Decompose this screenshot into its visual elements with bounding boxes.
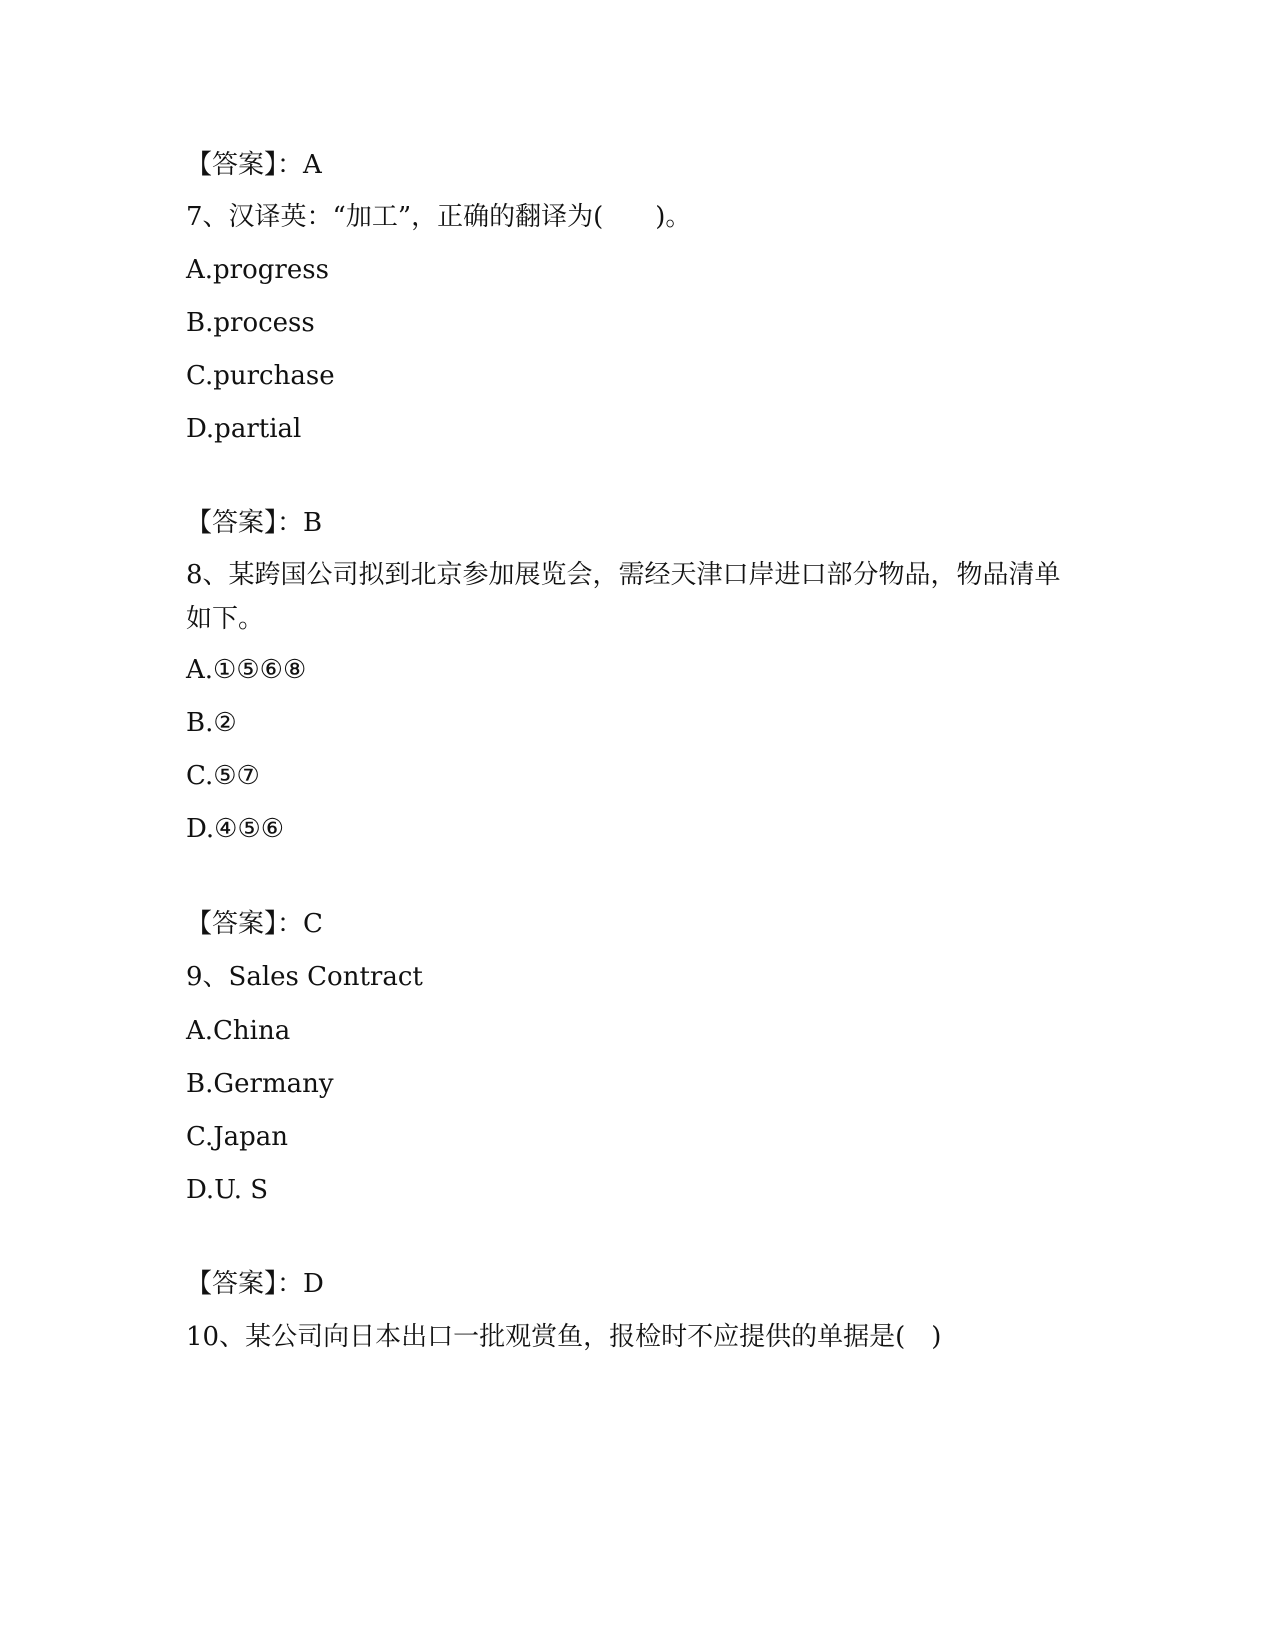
answer-8: 【答案】：C bbox=[186, 909, 323, 939]
answer-6: 【答案】：A bbox=[186, 150, 322, 180]
question-8-option-d: D.④⑤⑥ bbox=[186, 814, 285, 844]
answer-9: 【答案】：D bbox=[186, 1269, 324, 1299]
question-10: 10、某公司向日本出口一批观赏鱼，报检时不应提供的单据是( ) bbox=[186, 1322, 942, 1352]
question-8-option-c: C.⑤⑦ bbox=[186, 761, 260, 791]
answer-7: 【答案】：B bbox=[186, 508, 323, 538]
question-7: 7、汉译英：“加工”，正确的翻译为( )。 bbox=[186, 202, 692, 232]
question-7-option-b: B.process bbox=[186, 308, 315, 338]
question-9-option-c: C.Japan bbox=[186, 1122, 289, 1152]
question-9: 9、Sales Contract bbox=[186, 962, 423, 992]
question-9-option-a: A.China bbox=[186, 1016, 291, 1046]
question-8-option-b: B.② bbox=[186, 708, 237, 738]
question-9-option-b: B.Germany bbox=[186, 1069, 334, 1099]
question-7-option-c: C.purchase bbox=[186, 361, 335, 391]
question-8: 8、某跨国公司拟到北京参加展览会，需经天津口岸进口部分物品，物品清单如下。 bbox=[186, 560, 1061, 634]
question-9-option-d: D.U. S bbox=[186, 1175, 269, 1205]
question-7-option-a: A.progress bbox=[186, 255, 329, 285]
question-8-option-a: A.①⑤⑥⑧ bbox=[186, 655, 307, 685]
question-7-option-d: D.partial bbox=[186, 414, 302, 444]
